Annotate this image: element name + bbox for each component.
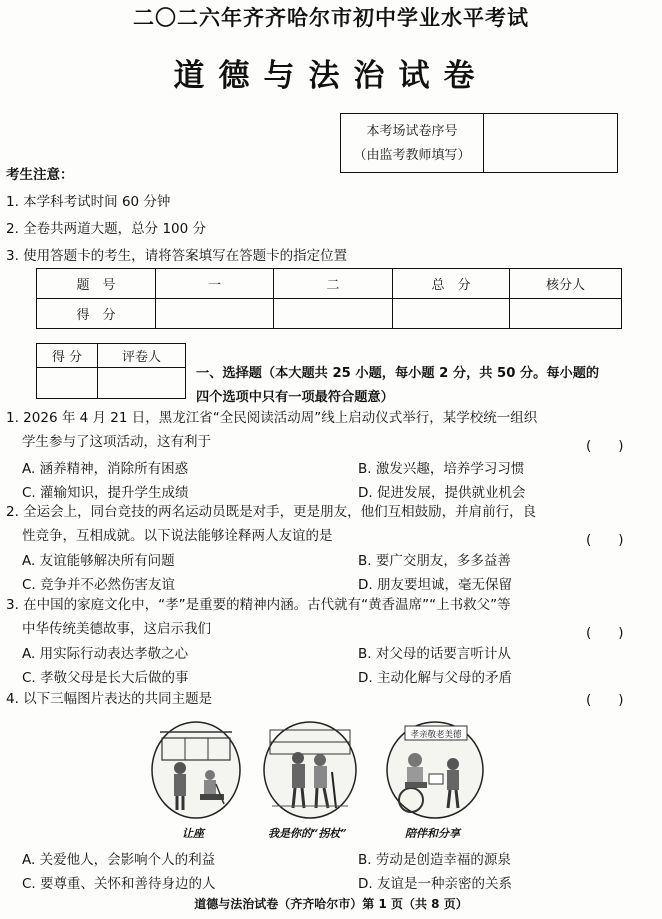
answer-parentheses[interactable]: ( ) (586, 532, 624, 548)
score-row-label: 得 分 (37, 299, 156, 329)
question-2-stem-line1: 2. 全运会上，同台竞技的两名运动员既是对手，更是朋友，他们互相鼓励，并肩前行，良 (6, 504, 537, 520)
notice-item-1: 1. 本学科考试时间 60 分钟 (6, 194, 171, 210)
question-2-stem-line2: 性竞争，互相成就。以下说法能够诠释两人友谊的是 (22, 528, 333, 544)
score-cell[interactable] (156, 299, 274, 329)
question-1-stem-line2: 学生参与了这项活动，这有利于 (22, 434, 211, 450)
grader-name-cell[interactable] (98, 368, 186, 399)
option-b: B. 要广交朋友，多多益善 (358, 553, 511, 569)
grader-score-label: 得 分 (37, 344, 98, 368)
score-table-header: 一 (156, 269, 274, 299)
score-cell[interactable] (274, 299, 393, 329)
sign-text: 孝亲敬老美德 (410, 730, 462, 740)
option-c: C. 孝敬父母是长大后做的事 (22, 670, 189, 686)
option-c: C. 灌输知识，提升学生成绩 (22, 485, 189, 501)
grader-name-label: 评卷人 (98, 344, 186, 368)
option-b: B. 激发兴趣，培养学习习惯 (358, 461, 525, 477)
option-d: D. 主动化解与父母的矛盾 (358, 670, 512, 686)
section1-heading-line1: 一、选择题（本大题共 25 小题，每小题 2 分，共 50 分。每小题的 (196, 366, 600, 381)
option-c: C. 竞争并不必然伤害友谊 (22, 577, 176, 593)
score-table (36, 268, 622, 329)
exam-title: 二〇二六年齐齐哈尔市初中学业水平考试 (133, 5, 529, 30)
exam-number-box (340, 113, 618, 173)
grader-score-cell[interactable] (37, 368, 98, 399)
question-3-stem-line2: 中华传统美德故事，这启示我们 (22, 621, 211, 637)
bus-seat-offering-illustration (150, 720, 242, 820)
exam-number-label: 本考场试卷序号 （由监考教师填写） (341, 114, 484, 173)
option-a: A. 涵养精神，消除所有困惑 (22, 461, 189, 477)
picture-caption: 陪伴和分享 (405, 827, 460, 840)
picture-caption: 我是你的“拐杖” (268, 827, 347, 840)
score-table-header: 二 (274, 269, 393, 299)
option-d: D. 朋友要坦诚，毫无保留 (358, 577, 512, 593)
score-cell[interactable] (510, 299, 622, 329)
picture-caption: 让座 (182, 827, 204, 840)
section1-heading-line2: 四个选项中只有一项最符合题意） (196, 390, 394, 405)
score-table-header: 总 分 (393, 269, 510, 299)
answer-parentheses[interactable]: ( ) (586, 438, 624, 454)
exam-number-field[interactable] (484, 114, 618, 173)
answer-parentheses[interactable]: ( ) (586, 625, 624, 641)
question-4-stem: 4. 以下三幅图片表达的共同主题是 (6, 691, 213, 707)
score-table-header: 题 号 (37, 269, 156, 299)
notice-item-2: 2. 全卷共两道大题，总分 100 分 (6, 221, 207, 237)
option-b: B. 对父母的话要言听计从 (358, 646, 511, 662)
notice-item-3: 3. 使用答题卡的考生，请将答案填写在答题卡的指定位置 (6, 248, 348, 264)
option-a: A. 关爱他人，会影响个人的利益 (22, 852, 216, 868)
answer-parentheses[interactable]: ( ) (586, 692, 624, 708)
helping-crutch-illustration (262, 720, 358, 820)
option-c: C. 要尊重、关怀和善待身边的人 (22, 876, 216, 892)
grader-box (36, 343, 186, 399)
option-a: A. 用实际行动表达孝敬之心 (22, 646, 189, 662)
elderly-companion-illustration (385, 720, 485, 820)
question-3-stem-line1: 3. 在中国的家庭文化中，“孝”是重要的精神内涵。古代就有“黄香温席”“上书救父”等 (6, 597, 511, 613)
option-d: D. 促进发展，提供就业机会 (358, 485, 526, 501)
score-cell[interactable] (393, 299, 510, 329)
subject-title: 道德与法治试卷 (173, 58, 489, 94)
score-table-header: 核分人 (510, 269, 622, 299)
question-1-stem-line1: 1. 2026 年 4 月 21 日，黑龙江省“全民阅读活动周”线上启动仪式举行，某学校统一组织 (6, 410, 538, 426)
notice-heading: 考生注意： (6, 167, 74, 183)
page-footer: 道德与法治试卷（齐齐哈尔市）第 1 页（共 8 页） (194, 897, 468, 911)
option-a: A. 友谊能够解决所有问题 (22, 553, 175, 569)
option-b: B. 劳动是创造幸福的源泉 (358, 852, 511, 868)
option-d: D. 友谊是一种亲密的关系 (358, 876, 512, 892)
